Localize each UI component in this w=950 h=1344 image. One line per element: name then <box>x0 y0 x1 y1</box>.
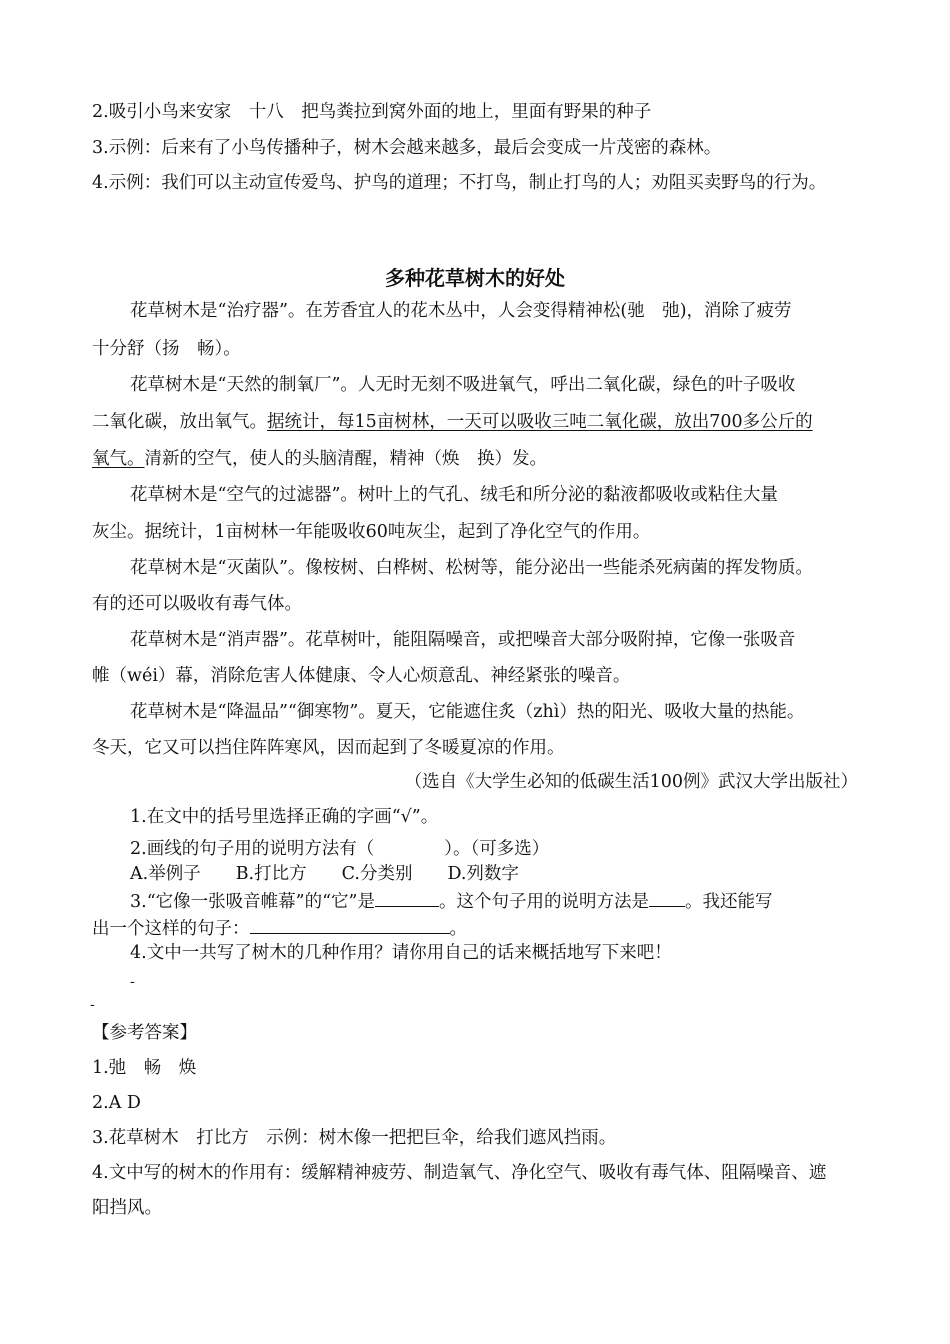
answer-blank[interactable] <box>250 915 450 934</box>
article-source: （选自《大学生必知的低碳生活100例》武汉大学出版社） <box>404 772 858 792</box>
question-text: 。 <box>449 919 467 939</box>
article-paragraph-6-line-1: 花草树木是“降温品”“御寒物”。夏天，它能遮住炙（zhì）热的阳光、吸收大量的热能。 <box>130 702 805 722</box>
underlined-sentence-end: 氧气。 <box>92 449 145 469</box>
prev-answer-3: 3.示例：后来有了小鸟传播种子，树木会越来越多，最后会变成一片茂密的森林。 <box>92 138 722 158</box>
underlined-sentence: 据统计，每15亩树林，一天可以吸收三吨二氧化碳，放出700多公斤的 <box>267 412 813 432</box>
article-paragraph-2-line-3 <box>92 447 547 471</box>
article-paragraph-3-line-1: 花草树木是“空气的过滤器”。树叶上的气孔、绒毛和所分泌的黏液都吸收或粘住大量 <box>130 485 778 505</box>
question-3-line-1 <box>130 888 772 914</box>
article-paragraph-2-line-1: 花草树木是“天然的制氧厂”。人无时无刻不吸进氧气，呼出二氧化碳，绿色的叶子吸收 <box>130 375 796 395</box>
article-title: 多种花草树木的好处 <box>385 266 565 290</box>
answer-4-line-2: 阳挡风。 <box>92 1198 162 1218</box>
article-paragraph-1-line-2: 十分舒（扬 畅）。 <box>92 339 241 359</box>
article-text: 二氧化碳，放出氧气。 <box>92 412 267 432</box>
article-paragraph-1-line-1: 花草树木是“治疗器”。在芳香宜人的花木丛中，人会变得精神松(驰 弛)，消除了疲劳 <box>130 301 792 321</box>
article-paragraph-3-line-2: 灰尘。据统计，1亩树林一年能吸收60吨灰尘，起到了净化空气的作用。 <box>92 522 651 542</box>
question-text: 。这个句子用的说明方法是 <box>438 892 649 912</box>
question-1: 1.在文中的括号里选择正确的字画“√”。 <box>130 807 439 827</box>
question-2-options: A.举例子 B.打比方 C.分类别 D.列数字 <box>130 864 519 884</box>
article-paragraph-6-line-2: 冬天，它又可以挡住阵阵寒风，因而起到了冬暖夏凉的作用。 <box>92 738 565 758</box>
article-paragraph-4-line-2: 有的还可以吸收有毒气体。 <box>92 594 302 614</box>
question-3-line-2 <box>92 915 467 941</box>
dash-mark: - <box>130 974 135 990</box>
answer-blank[interactable] <box>375 888 439 907</box>
article-text: 清新的空气，使人的头脑清醒，精神（焕 换）发。 <box>144 449 547 469</box>
question-text: 出一个这样的句子： <box>92 919 250 939</box>
answers-heading: 【参考答案】 <box>92 1023 197 1043</box>
article-paragraph-5-line-1: 花草树木是“消声器”。花草树叶，能阻隔噪音，或把噪音大部分吸附掉，它像一张吸音 <box>130 630 796 650</box>
answer-blank[interactable] <box>649 888 685 907</box>
question-text: 3.“它像一张吸音帷幕”的“它”是 <box>130 892 375 912</box>
prev-answer-4: 4.示例：我们可以主动宣传爱鸟、护鸟的道理；不打鸟，制止打鸟的人；劝阻买卖野鸟的行为。 <box>92 173 827 193</box>
dash-mark: - <box>90 997 95 1013</box>
article-paragraph-5-line-2: 帷（wéi）幕，消除危害人体健康、令人心烦意乱、神经紧张的噪音。 <box>92 666 631 686</box>
answer-1: 1.弛 畅 焕 <box>92 1058 197 1078</box>
article-paragraph-2-line-2 <box>92 410 813 434</box>
question-text: 。我还能写 <box>684 892 773 912</box>
answer-2: 2.A D <box>92 1093 141 1113</box>
answer-4-line-1: 4.文中写的树木的作用有：缓解精神疲劳、制造氧气、净化空气、吸收有毒气体、阻隔噪音、遮 <box>92 1163 827 1183</box>
question-4: 4.文中一共写了树木的几种作用？请你用自己的话来概括地写下来吧！ <box>130 943 672 963</box>
question-2: 2.画线的句子用的说明方法有（ ）。（可多选） <box>130 839 550 859</box>
answer-3: 3.花草树木 打比方 示例：树木像一把把巨伞，给我们遮风挡雨。 <box>92 1128 617 1148</box>
article-paragraph-4-line-1: 花草树木是“灭菌队”。像桉树、白桦树、松树等，能分泌出一些能杀死病菌的挥发物质。 <box>130 558 813 578</box>
prev-answer-2: 2.吸引小鸟来安家 十八 把鸟粪拉到窝外面的地上，里面有野果的种子 <box>92 102 652 122</box>
